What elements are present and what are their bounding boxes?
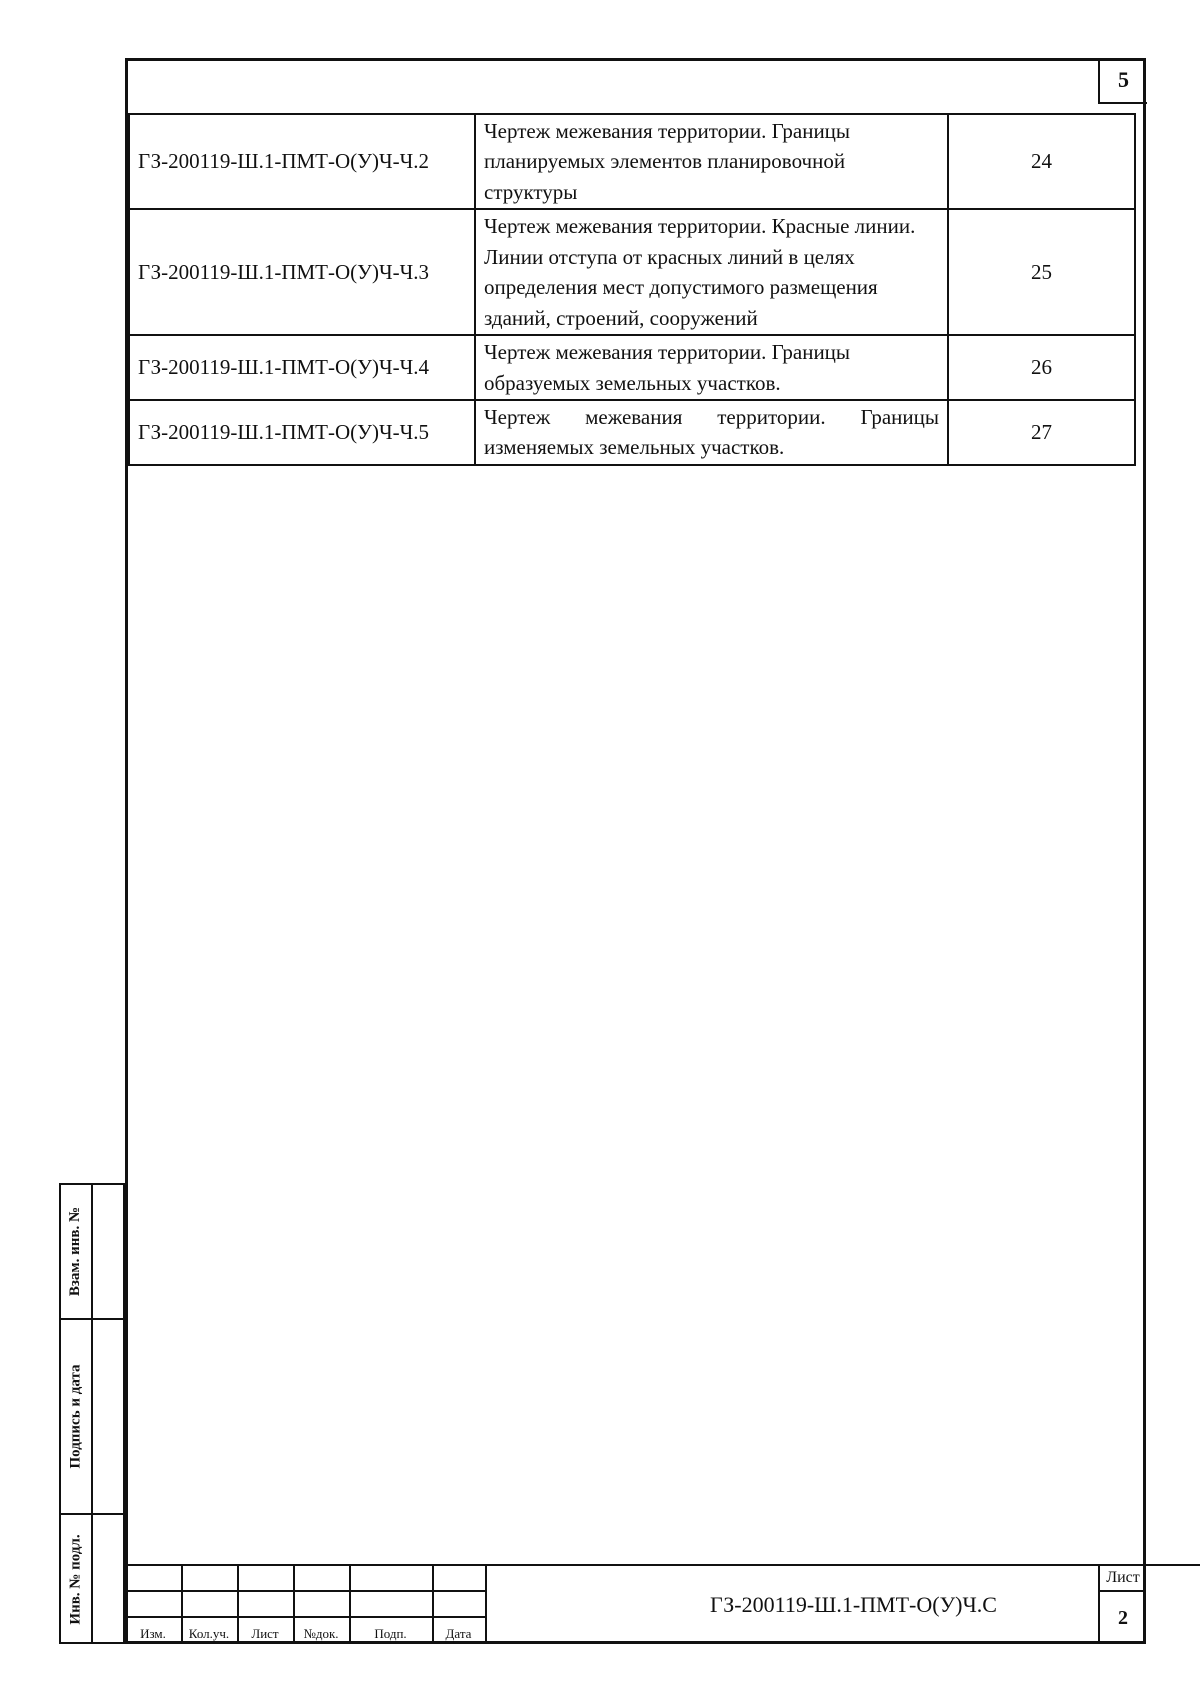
table-row [129, 209, 1135, 335]
header-izm: Изм. [140, 1626, 166, 1641]
doc-page: 27 [948, 400, 1135, 465]
doc-title: Чертеж межевания территории. Границы планируемых элементов планировочной структуры [475, 114, 948, 209]
page-number: 5 [1098, 58, 1147, 104]
document-id: ГЗ-200119-Ш.1-ПМТ-О(У)Ч.С [485, 1564, 1200, 1644]
side-label-inv: Инв. № подл. [67, 1534, 84, 1625]
header-podp: Подп. [374, 1626, 407, 1641]
doc-title: Чертеж межевания территории. Границы образуемых земельных участков. [475, 335, 948, 400]
table-row [129, 114, 1135, 209]
header-ndok: №док. [303, 1626, 339, 1641]
doc-code: ГЗ-200119-Ш.1-ПМТ-О(У)Ч-Ч.5 [129, 400, 475, 465]
header-kol-uch: Кол.уч. [188, 1626, 230, 1641]
header-data: Дата [445, 1626, 472, 1641]
side-label-vzam: Взам. инв. № [67, 1206, 84, 1297]
sheet-label: Лист [1100, 1566, 1146, 1592]
sheet-number: 2 [1118, 1606, 1128, 1629]
table-row [129, 335, 1135, 400]
title-block [125, 1564, 1146, 1644]
side-stamp [59, 1183, 125, 1644]
sheet-box [1098, 1564, 1146, 1644]
table-row [129, 400, 1135, 465]
doc-title: Чертеж межевания территории. Границы изменяемых земельных участков. [475, 400, 948, 465]
side-label-podpis: Подпись и дата [67, 1364, 84, 1469]
doc-page: 25 [948, 209, 1135, 335]
doc-page: 26 [948, 335, 1135, 400]
doc-code: ГЗ-200119-Ш.1-ПМТ-О(У)Ч-Ч.2 [129, 114, 475, 209]
doc-code: ГЗ-200119-Ш.1-ПМТ-О(У)Ч-Ч.4 [129, 335, 475, 400]
doc-page: 24 [948, 114, 1135, 209]
contents-table [128, 113, 1136, 466]
header-list: Лист [251, 1626, 279, 1641]
doc-title: Чертеж межевания территории. Красные линии. Линии отступа от красных линий в целях определения мест допустимого размещения зданий, строений, сооружений [475, 209, 948, 335]
doc-code: ГЗ-200119-Ш.1-ПМТ-О(У)Ч-Ч.3 [129, 209, 475, 335]
